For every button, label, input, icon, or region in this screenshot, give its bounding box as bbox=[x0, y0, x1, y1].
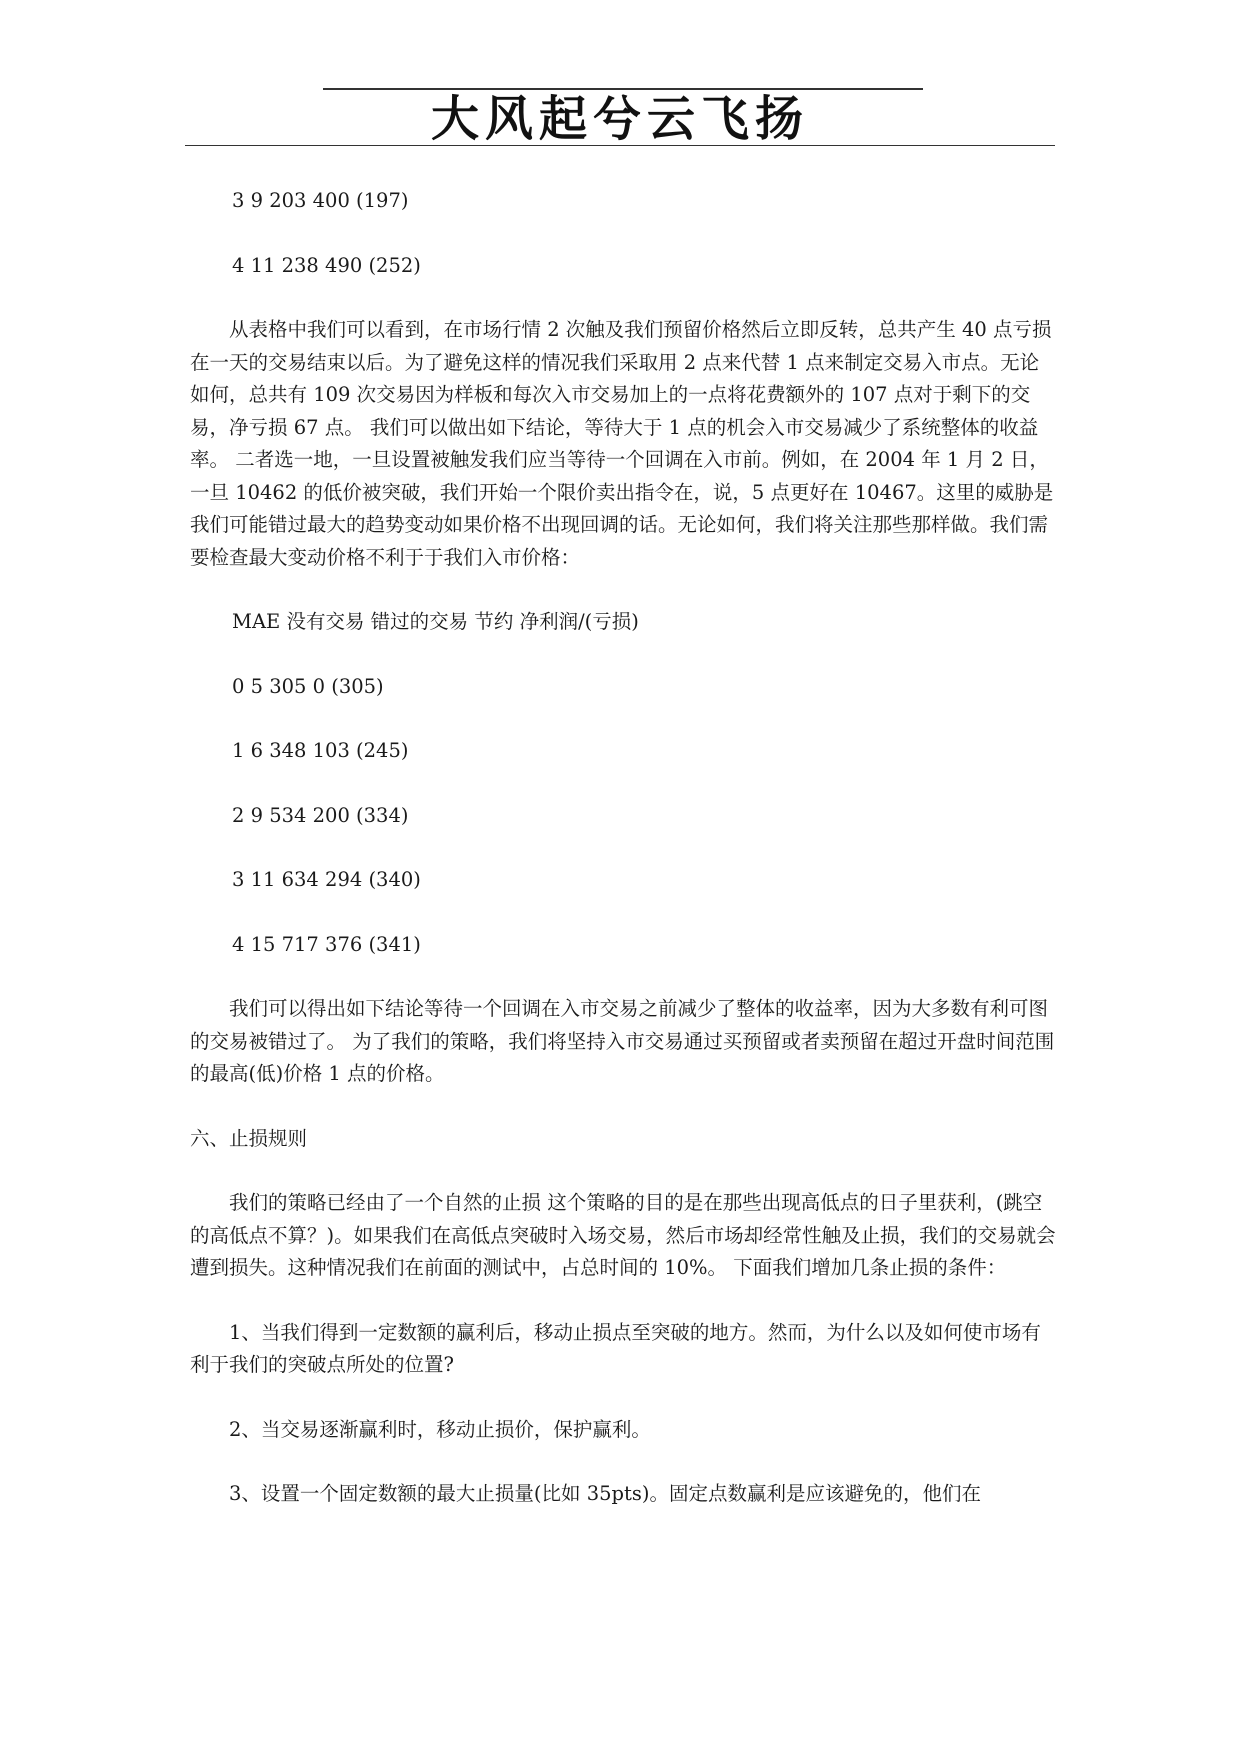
table-row: 4 11 238 490 (252) bbox=[232, 253, 421, 277]
paragraph: 从表格中我们可以看到，在市场行情 2 次触及我们预留价格然后立即反转，总共产生 40 点亏损在一天的交易结束以后。为了避免这样的情况我们采取用 2 点来代替 1 点来制定交易入市点。无论如何，总共有 109 次交易因为样板和每次入市交易加上的一点将花费额外的 107 点对于剩下的交易，净亏损 67 点。 我们可以做出如下结论，等待大于 1 点的机会入市交易减少了系统整体的收益率。 二者选一地，一旦设置被触发我们应当等待一个回调在入市前。例如，在 2004 年 1 月 2 日，一旦 10462 的低价被突破，我们开始一个限价卖出指令在，说，5 点更好在 10467。这里的威胁是我们可能错过最大的趋势变动如果价格不出现回调的话。无论如何，我们将关注那些那样做。我们需要检查最大变动价格不利于于我们入市价格： bbox=[190, 318, 1054, 569]
table-row: 3 11 634 294 (340) bbox=[232, 868, 421, 891]
header-bottom-rule bbox=[185, 145, 1055, 146]
page-header-title: 大风起兮云飞扬 bbox=[430, 91, 809, 147]
paragraph: 我们可以得出如下结论等待一个回调在入市交易之前减少了整体的收益率，因为大多数有利可图的交易被错过了。 为了我们的策略，我们将坚持入市交易通过买预留或者卖预留在超过开盘时间范围的最高(低)价格 1 点的价格。 bbox=[190, 997, 1055, 1085]
paragraph: 我们的策略已经由了一个自然的止损 这个策略的目的是在那些出现高低点的日子里获利，(跳空的高低点不算？)。如果我们在高低点突破时入场交易，然后市场却经常性触及止损，我们的交易就会遭到损失。这种情况我们在前面的测试中，占总时间的 10%。 下面我们增加几条止损的条件： bbox=[190, 1191, 1056, 1279]
table-row: 3 9 203 400 (197) bbox=[232, 189, 409, 212]
document-body bbox=[190, 185, 1056, 1543]
table-header: MAE 没有交易 错过的交易 节约 净利润/(亏损) bbox=[232, 610, 639, 633]
section-heading: 六、止损规则 bbox=[190, 1126, 308, 1150]
list-item: 1、当我们得到一定数额的赢利后，移动止损点至突破的地方。然而，为什么以及如何使市场有利于我们的突破点所处的位置? bbox=[190, 1320, 1041, 1376]
table-row: 1 6 348 103 (245) bbox=[232, 739, 409, 762]
table-row: 4 15 717 376 (341) bbox=[232, 932, 421, 956]
list-item: 2、当交易逐渐赢利时，移动止损价，保护赢利。 bbox=[229, 1417, 651, 1441]
header-top-rule bbox=[323, 88, 923, 90]
list-item: 3、设置一个固定数额的最大止损量(比如 35pts)。固定点数赢利是应该避免的，他们在 bbox=[229, 1482, 981, 1505]
table-row: 2 9 534 200 (334) bbox=[232, 803, 409, 827]
table-row: 0 5 305 0 (305) bbox=[232, 674, 384, 698]
